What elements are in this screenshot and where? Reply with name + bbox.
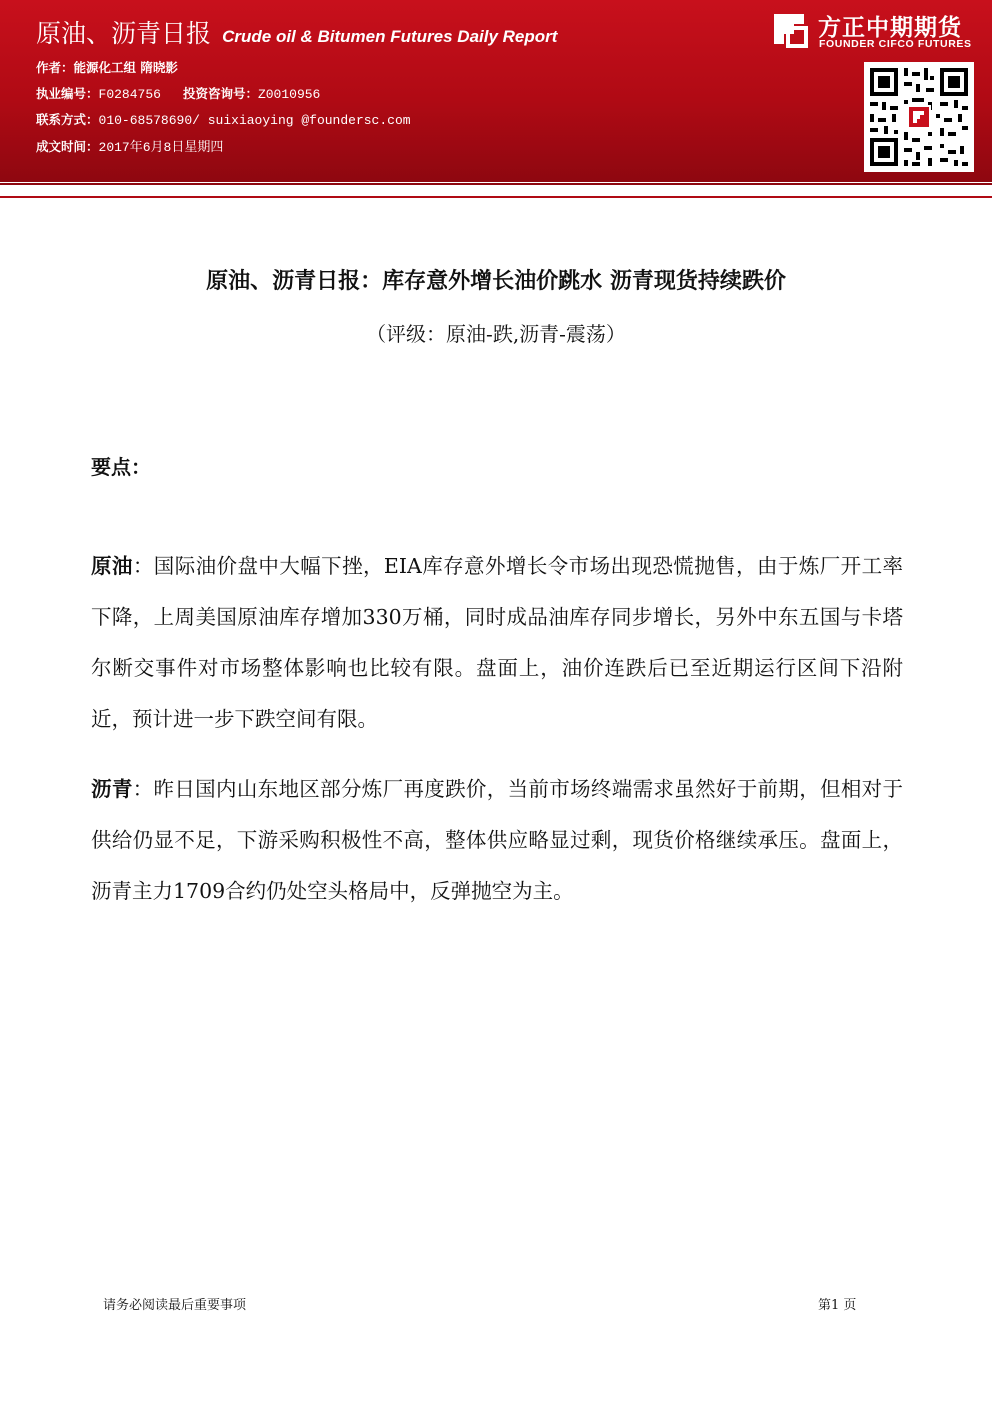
bitumen-paragraph	[91, 764, 903, 917]
advisory-label: 投资咨询号：	[182, 86, 258, 101]
author-line	[36, 58, 178, 76]
date-value: 2017年6月8日星期四	[98, 140, 224, 155]
report-header-banner	[0, 0, 992, 182]
page-number: 第1 页	[818, 1298, 857, 1313]
license-line	[36, 84, 320, 102]
crude-label: 原油	[91, 554, 133, 578]
contact-value: 010-68578690/ suixiaoying @foundersc.com	[98, 113, 411, 128]
crude-paragraph	[91, 541, 903, 745]
advisory-value: Z0010956	[257, 87, 321, 102]
date-label: 成文时间：	[36, 139, 99, 154]
bitumen-text: ：昨日国内山东地区部分炼厂再度跌价，当前市场终端需求虽然好于前期，但相对于供给仍显不足，下游采购积极性不高，整体供应略显过剩，现货价格继续承压。盘面上，沥青主力1709合约仍处空头格局中，反弹抛空为主。	[91, 777, 904, 903]
header-title-en: Crude oil & Bitumen Futures Daily Report	[222, 27, 558, 46]
logo-text-en: FOUNDER CIFCO FUTURES	[819, 38, 972, 50]
header-divider-lower	[0, 196, 992, 198]
keypoints-heading: 要点：	[91, 455, 151, 479]
bitumen-label: 沥青	[91, 777, 133, 801]
qr-code	[864, 62, 974, 172]
license-label: 执业编号：	[36, 86, 99, 101]
logo-text-cn: 方正中期期货	[818, 15, 962, 41]
author-label: 作者：	[36, 60, 74, 75]
report-title: 原油、沥青日报：库存意外增长油价跳水 沥青现货持续跌价	[206, 269, 786, 294]
author-value: 能源化工组 隋晓影	[73, 60, 178, 75]
contact-line	[36, 110, 411, 128]
header-title	[36, 14, 557, 50]
contact-label: 联系方式：	[36, 112, 99, 127]
header-title-cn: 原油、沥青日报	[36, 19, 212, 48]
footer-notice: 请务必阅读最后重要事项	[103, 1298, 247, 1313]
company-logo	[770, 8, 984, 54]
report-rating: （评级：原油-跌,沥青-震荡）	[366, 322, 626, 346]
crude-text: ：国际油价盘中大幅下挫，EIA库存意外增长令市场出现恐慌抛售，由于炼厂开工率下降，上周美国原油库存增加330万桶，同时成品油库存同步增长，另外中东五国与卡塔尔断交事件对市场整体影响也比较有限。盘面上，油价连跌后已至近期运行区间下沿附近，预计进一步下跌空间有限。	[91, 554, 904, 731]
header-divider	[0, 183, 992, 185]
license-value: F0284756	[98, 87, 161, 102]
date-line	[36, 136, 223, 155]
founder-logo-icon	[770, 10, 810, 50]
qr-code-icon	[864, 62, 974, 172]
